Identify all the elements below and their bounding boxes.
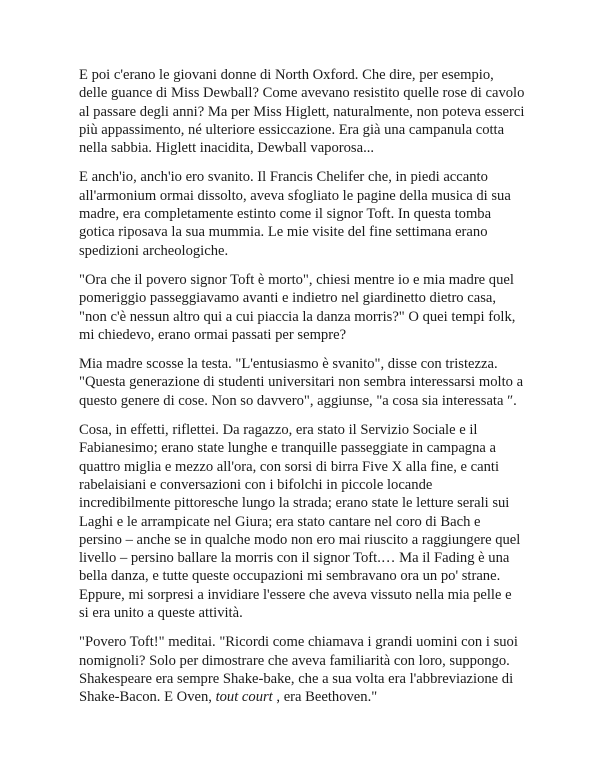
text-line: Fabianesimo; erano state lunghe e tranquille passeggiate in campagna a	[79, 440, 496, 457]
text-line: bella danza, e tutte queste occupazioni mi sembravano ora un po' strane.	[79, 568, 501, 585]
paragraph-5	[79, 421, 531, 622]
text-line: Eppure, mi sorpresi a invidiare l'essere che aveva vissuto nella mia pelle e	[79, 586, 512, 603]
text-line: nomignoli? Solo per dimostrare che aveva familiarità con loro, suppongo.	[79, 652, 510, 669]
document-page	[79, 66, 531, 718]
text-line: madre, era completamente estinto come il signor Toft. In questa tomba	[79, 206, 492, 223]
text-line: E anch'io, anch'io ero svanito. Il Francis Chelifer che, in piedi accanto	[79, 169, 488, 186]
text-segment: , era Beethoven."	[272, 689, 378, 706]
text-line: Laghi e le arrampicate nel Giura; era stato cantare nel coro di Bach e	[79, 513, 481, 530]
text-line: "non c'è nessun altro qui a cui piaccia la danza morris?" O quei tempi folk,	[79, 308, 516, 325]
text-line: incredibilmente pittoresche lungo la strada; erano state le letture serali sui	[79, 495, 510, 512]
paragraph-3	[79, 271, 531, 344]
text-line: rabelaisiani e conversazioni con i bifolchi in piccole locande	[79, 476, 433, 493]
text-line: mi chiedevo, erano ormai passati per sempre?	[79, 326, 347, 343]
text-line	[79, 688, 531, 706]
text-line: "Ora che il povero signor Toft è morto", chiesi mentre io e mia madre quel	[79, 271, 514, 288]
text-line: quattro miglia e mezzo all'ora, con sorsi di birra Five X alla fine, e canti	[79, 458, 500, 475]
text-line: pomeriggio passeggiavamo avanti e indietro nel giardinetto dietro casa,	[79, 290, 497, 307]
text-line: Shakespeare era sempre Shake-bake, che a sua volta era l'abbreviazione di	[79, 670, 514, 687]
text-line: nella sabbia. Higlett inacidita, Dewball vaporosa...	[79, 140, 375, 157]
text-line: Mia madre scosse la testa. "L'entusiasmo è svanito", disse con tristezza.	[79, 356, 498, 373]
text-line: al passare degli anni? Ma per Miss Higlett, naturalmente, non poteva esserci	[79, 103, 525, 120]
paragraph-6	[79, 633, 531, 706]
text-line: livello – persino ballare la morris con il signor Toft.… Ma il Fading è una	[79, 550, 510, 567]
text-line: all'armonium ormai dissolto, aveva sfogliato le pagine della musica di sua	[79, 187, 511, 204]
paragraph-4	[79, 355, 531, 410]
text-line: questo genere di cose. Non so davvero", aggiunse, "a cosa sia interessata ″.	[79, 392, 517, 409]
text-line: si era unito a queste attività.	[79, 605, 243, 622]
text-line: persino – anche se in qualche modo non ero mai riuscito a raggiungere quel	[79, 531, 521, 548]
text-line: Cosa, in effetti, riflettei. Da ragazzo, era stato il Servizio Sociale e il	[79, 422, 478, 439]
text-segment: Shake-Bacon. E Oven,	[79, 689, 216, 706]
text-line: delle guance di Miss Dewball? Come avevano resistito quelle rose di cavolo	[79, 85, 525, 102]
text-line: "Questa generazione di studenti universitari non sembra interessarsi molto a	[79, 374, 524, 391]
italic-phrase: tout court	[215, 689, 273, 706]
paragraph-1	[79, 66, 531, 157]
text-line: "Povero Toft!" meditai. "Ricordi come chiamava i grandi uomini con i suoi	[79, 634, 518, 651]
text-line: E poi c'erano le giovani donne di North Oxford. Che dire, per esempio,	[79, 67, 494, 83]
text-line: più appassimento, né ulteriore essiccazione. Era già una campanula cotta	[79, 121, 505, 138]
paragraph-2	[79, 168, 531, 259]
text-line: spedizioni archeologiche.	[79, 242, 229, 259]
text-line: gotica riposava la sua mummia. Le mie visite del fine settimana erano	[79, 224, 488, 241]
